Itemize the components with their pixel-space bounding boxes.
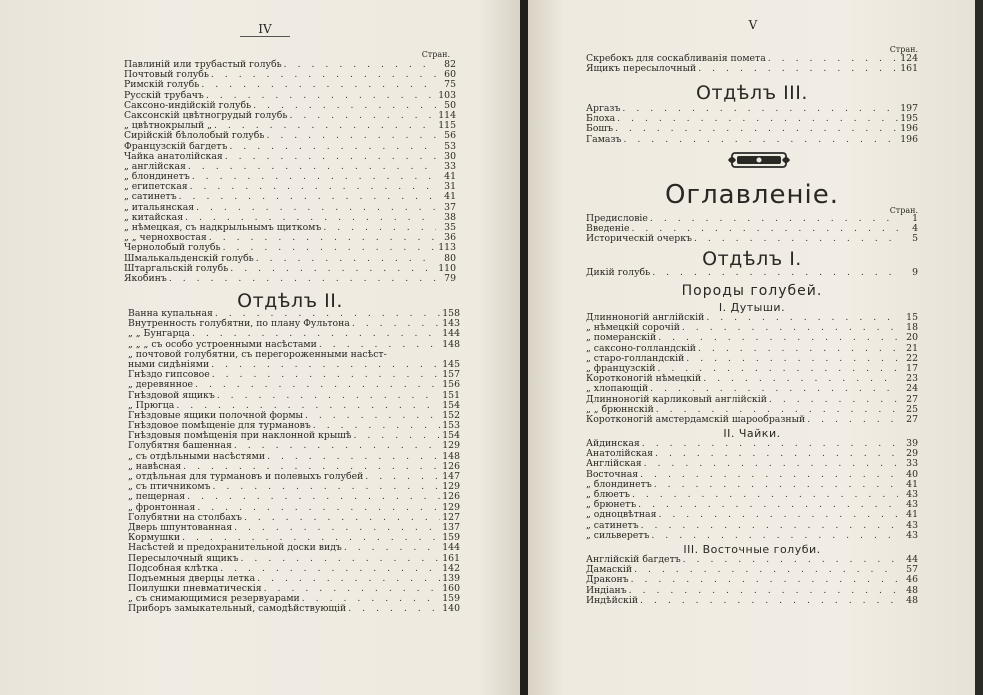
toc-entry-title: „ съ снимающимися резервуарами [128,593,300,605]
dot-leader [694,234,898,244]
toc-entry-page: 137 [442,521,460,533]
toc-entry-page: 46 [906,574,918,586]
toc-entry-page: 25 [906,403,918,415]
toc-entry-page: 80 [444,252,456,264]
toc-entry-page: 31 [444,181,456,193]
toc-entry-page: 151 [442,389,460,401]
dot-leader [686,354,898,364]
toc-entry-title: „ сатинетъ [586,519,639,531]
dot-leader [348,604,440,614]
sub1-heading: I. Дутыши. [718,301,786,314]
toc-entry-title: Англійская [586,458,642,470]
toc-entry-title: Гнѣздо гипсовое [128,369,210,381]
toc-entry-title: Коротконогій нѣмецкій [586,373,702,385]
dot-leader [615,124,898,134]
dot-leader [807,415,898,425]
dot-leader [698,64,898,74]
toc-entry [124,264,456,274]
toc-entry-page: 126 [442,460,460,472]
toc-entry-page: 53 [444,140,456,152]
toc-entry-page: 1 [912,213,918,224]
dot-leader [211,360,440,370]
toc-entry-title: Голубятня башенная [128,440,232,452]
toc-entry-page: 41 [444,191,456,203]
toc-list-sub2 [586,439,918,541]
toc-entry-page: 60 [444,69,456,81]
toc-entry-title: Коротконогій амстердамскій шарообразный [586,413,806,425]
dot-leader [192,172,436,182]
toc-entry-page: 195 [900,113,918,125]
toc-entry [586,268,918,278]
toc-entry-title: „ египетская [124,181,188,193]
toc-entry-page: 29 [906,448,918,460]
toc-entry [124,131,456,141]
ornament-icon [728,150,790,170]
sub2-heading: II. Чайки. [723,427,781,440]
toc-entry-title: „ „ чернохвостая [124,232,207,244]
toc-entry-title: „ съ птичникомъ [128,481,211,493]
toc-entry-page: 43 [906,488,918,500]
toc-entry-page: 143 [442,318,460,330]
dot-leader [188,162,436,172]
toc-entry-page: 127 [442,511,460,523]
toc-entry-page: 142 [442,562,460,574]
toc-entry-title: „ блондинетъ [124,171,190,183]
toc-entry-title: „ хлопающій [586,383,649,395]
toc-entry [586,214,918,224]
toc-entry-title: Дамаскій [586,564,633,576]
toc-entry-title: „ блюетъ [586,488,630,500]
toc-entry-page: 144 [442,542,460,554]
toc-entry [128,391,460,401]
dot-leader [266,131,436,141]
toc-entry-title: Гнѣздовые ящики полочной формы [128,409,303,421]
toc-entry-title: Аргазъ [586,103,621,114]
dot-leader [655,449,898,459]
toc-entry [128,604,460,614]
toc-entry-title: Англійскій багдетъ [586,554,681,565]
toc-list-top [586,54,918,74]
toc-entry-page: 24 [906,383,918,395]
contents-title: Оглавленіе. [664,180,840,210]
toc-entry [586,575,918,585]
toc-entry-page: 41 [906,478,918,490]
toc-entry-title: Гамазъ [586,133,622,145]
toc-entry-title: Историческій очеркъ [586,233,692,245]
toc-entry-title: Длинноногій англійскій [586,312,705,323]
dot-leader [212,370,440,380]
toc-entry-page: 4 [912,223,918,235]
toc-entry-title: Гнѣздовыя помѣщенія при наклонной крышѣ [128,430,352,442]
toc-entry-page: 38 [444,211,456,223]
toc-entry-page: 148 [442,338,460,350]
toc-list-section3 [586,104,918,145]
dot-leader [682,323,898,333]
dot-leader [698,344,898,354]
toc-entry-page: 44 [906,554,918,565]
dot-leader [241,554,441,564]
toc-entry-page: 103 [438,89,456,101]
dot-leader [284,60,436,70]
toc-entry-title: Поилушки пневматическія [128,583,262,595]
toc-entry [586,384,918,394]
toc-entry-page: 20 [906,332,918,344]
dot-leader [196,203,436,213]
toc-entry-title: „ нѣмецкая, съ надкрыльнымъ щиткомъ [124,222,322,233]
toc-entry-page: 15 [906,312,918,323]
toc-entry-title: Внутренность голубятни, по плану Фультона [128,318,350,330]
page-number: IV [258,22,272,36]
toc-entry [128,543,460,553]
toc-entry-title: „ англійская [124,160,186,172]
section1-heading: Отдѣлъ I. [702,248,802,270]
toc-entry-page: 23 [906,373,918,385]
toc-entry-page: 27 [906,393,918,405]
toc-entry-page: 140 [442,603,460,615]
toc-entry-page: 157 [442,369,460,381]
toc-entry-page: 148 [442,450,460,462]
toc-entry-title: Приборъ замыкательный, самодѣйствующій [128,603,347,615]
dot-leader [641,521,898,531]
toc-entry-page: 56 [444,130,456,142]
toc-entry-title: Насѣстей и предохранительной доски видъ [128,542,342,554]
toc-entry-page: 154 [442,399,460,411]
toc-entry-page: 43 [906,529,918,541]
dot-leader [195,380,440,390]
dot-leader [706,313,898,323]
dot-leader [650,384,898,394]
sub3-heading: III. Восточные голуби. [683,543,821,556]
toc-entry-title: Подъемныя дверцы летка [128,572,256,584]
toc-entry-page: 30 [444,150,456,162]
toc-entry-page: 156 [442,379,460,391]
toc-entry [586,415,918,425]
toc-entry-title: Русскій трубачъ [124,89,204,101]
toc-entry-page: 145 [442,358,460,370]
toc-entry [586,64,918,74]
dot-leader [211,70,436,80]
toc-entry-page: 43 [906,519,918,531]
dot-leader [305,411,440,421]
toc-entry-title: „ китайская [124,211,184,223]
page-number-rule [240,36,290,37]
toc-entry-title: Анатолійская [586,448,654,460]
toc-entry-title: „ сильверетъ [586,529,650,541]
toc-list-bottom [128,309,460,615]
dot-leader [212,482,440,492]
toc-entry-page: 40 [906,468,918,480]
dot-leader [353,431,440,441]
toc-entry-page: 126 [442,491,460,503]
toc-entry-page: 158 [442,308,460,319]
toc-list-sub3 [586,555,918,606]
toc-entry-page: 161 [442,552,460,564]
dot-leader [344,543,440,553]
toc-entry-title: „ померанскій [586,332,657,344]
toc-entry-title: Сирійскій бѣлолобый голубь [124,130,265,142]
toc-entry-page: 22 [906,352,918,364]
toc-entry-page: 129 [442,481,460,493]
dot-leader [640,596,898,606]
toc-entry-title: Индіанъ [586,584,627,596]
dot-leader [623,135,898,145]
toc-entry-title: Пересылочный ящикъ [128,552,239,564]
dot-leader [225,152,436,162]
dot-leader [256,254,436,264]
toc-entry-page: 21 [906,342,918,354]
toc-entry-title: Бошъ [586,123,613,135]
toc-entry-title: Блоха [586,113,616,125]
toc-entry-page: 196 [900,123,918,135]
toc-entry-title: Гнѣздовое помѣщеніе для турмановъ [128,420,311,432]
toc-entry-title: „ нѣмецкій сорочій [586,322,680,334]
toc-entry-title: „ французскій [586,362,656,374]
toc-entry-title: Введеніе [586,223,630,235]
dot-leader [244,513,440,523]
toc-entry-title: „ старо-голландскій [586,352,685,364]
toc-entry [586,531,918,541]
dot-leader [323,223,436,233]
toc-entry-title: „ отдѣльная для турмановъ и полевыхъ голубей [128,471,364,482]
toc-entry-page: 41 [444,171,456,183]
toc-entry-page: 39 [906,438,918,449]
toc-entry-title: Дикій голубь [586,267,651,278]
toc-entry-title: Ванна купальная [128,308,213,319]
dot-leader [634,565,898,575]
toc-entry-page: 159 [442,593,460,605]
toc-entry-title: ными сидѣніями [128,358,210,370]
toc-entry-title: Голубятни на столбахъ [128,511,242,523]
toc-entry-page: 114 [438,109,456,121]
toc-entry-title: Скребокъ для соскабливанія помета [586,53,766,64]
toc-entry [586,234,918,244]
toc-entry-title: Павлиній или трубастый голубь [124,59,282,70]
dot-leader [631,575,898,585]
toc-entry-page: 75 [444,79,456,91]
toc-entry-page: 43 [906,499,918,511]
toc-entry-page: 41 [906,509,918,521]
column-header: Стран. [889,206,918,215]
toc-entry-page: 27 [906,413,918,425]
toc-entry-page: 139 [442,572,460,584]
toc-entry-title: Предисловіе [586,213,648,224]
toc-entry-page: 159 [442,532,460,544]
toc-entry-title: „ фронтонная [128,501,196,513]
section3-heading: Отдѣлъ III. [696,82,808,104]
dot-leader [617,114,898,124]
toc-entry-page: 115 [438,120,456,132]
toc-entry-title: „ съ отдѣльными насѣстями [128,450,266,462]
toc-entry-title: „ итальянская [124,201,195,213]
toc-entry-page: 48 [906,594,918,606]
toc-entry-title: „ пещерная [128,491,186,503]
dot-leader [179,192,436,202]
dot-leader [187,492,440,502]
toc-entry-title: Штаргальскій голубь [124,262,229,274]
toc-entry-title: Почтовый голубь [124,69,209,81]
toc-entry [586,510,918,520]
toc-entry-title: Римскій голубь [124,79,200,91]
toc-entry-title: Подсобная клѣтка [128,562,219,574]
toc-entry-page: 147 [442,471,460,482]
toc-entry [586,135,918,145]
toc-entry-page: 37 [444,201,456,213]
toc-entry-page: 5 [912,233,918,245]
dot-leader [638,500,898,510]
dot-leader [230,264,436,274]
dot-leader [365,472,440,482]
dot-leader [217,391,440,401]
toc-entry [586,480,918,490]
toc-entry-title: „ саксоно-голландскій [586,342,697,354]
dot-leader [257,574,440,584]
dot-leader [683,555,898,565]
toc-entry-title: „ „ „ съ особо устроенными насѣстами [128,338,317,350]
section-heading: Отдѣлъ II. [237,290,343,312]
dot-leader [652,268,898,278]
toc-entry-page: 79 [444,272,456,284]
dot-leader [234,523,440,533]
dot-leader [640,470,898,480]
toc-entry-page: 197 [900,103,918,114]
toc-entry-page: 160 [442,583,460,595]
toc-entry [586,596,918,606]
toc-entry-title: „ навѣсная [128,460,182,472]
column-header: Стран. [421,50,450,59]
toc-entry [124,274,456,284]
dot-leader [703,374,898,384]
dot-leader [169,274,436,284]
dot-leader [223,243,436,253]
dot-leader [209,233,436,243]
toc-entry-page: 33 [444,160,456,172]
toc-entry-page: 154 [442,430,460,442]
toc-entry-title: Саксонскій цвѣтногрудый голубь [124,109,288,121]
toc-entry-page: 82 [444,59,456,70]
dot-leader [352,319,440,329]
dot-leader [642,439,898,449]
toc-entry [586,555,918,565]
page-number: V [748,18,758,32]
dot-leader [201,80,436,90]
toc-entry-title: Айдинская [586,438,640,449]
dot-leader [654,480,898,490]
breeds-heading: Породы голубей. [681,283,823,299]
book-gutter [520,0,528,695]
book-edge-right [975,0,983,695]
dot-leader [190,182,436,192]
toc-entry-page: 36 [444,232,456,244]
toc-entry-page: 129 [442,440,460,452]
toc-entry-title: „ „ Бунгарца [128,328,190,340]
toc-entry-page: 152 [442,409,460,421]
dot-leader [658,510,898,520]
toc-entry-title: Кормушки [128,532,181,544]
toc-entry-page: 124 [900,53,918,64]
dot-leader [622,104,898,114]
toc-entry-page: 33 [906,458,918,470]
toc-entry-page: 17 [906,362,918,374]
dot-leader [650,214,898,224]
toc-entry-page: 129 [442,501,460,513]
toc-entry-title: „ почтовой голубятни, съ перегороженными насѣст- [128,348,387,360]
toc-entry-title: Восточная [586,468,639,480]
toc-list-section1 [586,268,918,278]
toc-entry-title: Французскій багдетъ [124,140,228,152]
dot-leader [644,459,898,469]
toc-entry-title: Гнѣздовой ящикъ [128,389,215,401]
toc-entry-title: Драконъ [586,574,629,586]
dot-leader [769,395,898,405]
toc-entry-page: 113 [438,242,456,254]
dot-leader [629,586,898,596]
toc-entry-page: 48 [906,584,918,596]
toc-entry-title: „ Прюгца [128,399,175,411]
toc-entry-title: Чернолобый голубь [124,242,221,254]
toc-entry-title: Якобинъ [124,272,167,284]
toc-entry-page: 9 [912,267,918,278]
dot-leader [229,142,436,152]
toc-entry-title: Длинноногій карликовый англійскій [586,393,767,405]
toc-entry-page: 161 [900,63,918,75]
toc-list-top [124,60,456,284]
toc-entry-title: „ цвѣтнокрылый „ [124,120,212,132]
toc-entry-title: Индѣйскій [586,594,639,606]
toc-entry-page: 35 [444,222,456,233]
toc-list-sub1 [586,313,918,425]
column-header: Стран. [889,45,918,54]
dot-leader [651,531,898,541]
toc-entry [586,104,918,114]
toc-entry [128,380,460,390]
toc-entry-title: „ брюнетъ [586,499,637,511]
toc-entry-page: 144 [442,328,460,340]
dot-leader [289,111,436,121]
toc-entry-title: „ деревянное [128,379,194,391]
dot-leader [632,490,898,500]
toc-entry-page: 196 [900,133,918,145]
toc-entry-page: 18 [906,322,918,334]
right-page [528,0,983,695]
toc-entry-title: „ блондинетъ [586,478,652,490]
toc-entry-page: 50 [444,99,456,111]
toc-entry-page: 110 [438,262,456,274]
dot-leader [267,452,440,462]
toc-entry-title: Дверь шпунтованная [128,521,233,533]
toc-list-intro [586,214,918,245]
toc-entry-page: 153 [442,420,460,432]
toc-entry [586,124,918,134]
toc-entry-title: „ сатинетъ [124,191,177,203]
toc-entry-title: Чайка анатолійская [124,150,223,162]
dot-leader [768,54,898,64]
toc-entry [586,114,918,124]
toc-entry-title: Ящикъ пересылочный [586,63,697,75]
toc-entry [586,565,918,575]
toc-entry-title: „ „ брюннскій [586,403,654,415]
toc-entry-title: Саксоно-индійскій голубь [124,99,252,111]
toc-entry-page: 57 [906,564,918,576]
toc-entry-title: Шмалькальденскій голубь [124,252,254,264]
toc-entry-title: „ одноцвѣтная [586,509,657,521]
